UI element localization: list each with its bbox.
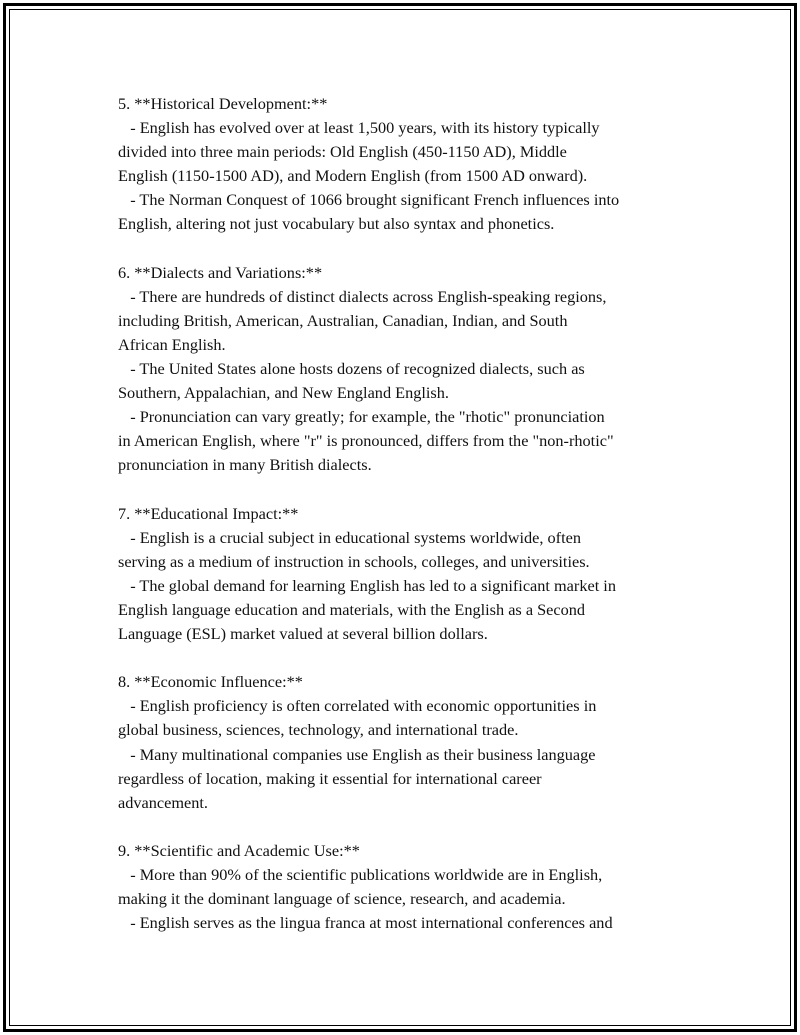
section-heading: 8. **Economic Influence:** — [118, 672, 303, 692]
text-line: - English proficiency is often correlated with economic opportunities in — [118, 696, 597, 716]
document-body — [118, 92, 698, 935]
paragraph-gap — [118, 646, 698, 670]
text-line: Language (ESL) market valued at several billion dollars. — [118, 624, 488, 644]
text-line: Southern, Appalachian, and New England English. — [118, 383, 449, 403]
text-line: - The United States alone hosts dozens of recognized dialects, such as — [118, 359, 585, 379]
text-line: including British, American, Australian, Canadian, Indian, and South — [118, 310, 568, 330]
text-line: English, altering not just vocabulary but also syntax and phonetics. — [118, 214, 555, 234]
section-scientific-and-academic-use — [118, 839, 698, 935]
text-line: English (1150-1500 AD), and Modern English (from 1500 AD onward). — [118, 166, 588, 186]
section-historical-development — [118, 92, 698, 237]
paragraph-gap — [118, 237, 698, 261]
text-line: - There are hundreds of distinct dialects across English-speaking regions, — [118, 286, 607, 306]
section-heading: 7. **Educational Impact:** — [118, 503, 299, 523]
section-dialects-and-variations — [118, 261, 698, 478]
text-line: African English. — [118, 334, 226, 354]
section-economic-influence — [118, 670, 698, 815]
text-line: - More than 90% of the scientific publications worldwide are in English, — [118, 865, 603, 884]
text-line: divided into three main periods: Old English (450-1150 AD), Middle — [118, 142, 567, 162]
text-line: - Pronunciation can vary greatly; for example, the "rhotic" pronunciation — [118, 407, 605, 427]
text-line: - The global demand for learning English has led to a significant market in — [118, 575, 616, 595]
section-heading: 5. **Historical Development:** — [118, 94, 328, 113]
text-line: pronunciation in many British dialects. — [118, 455, 372, 475]
text-line: - English is a crucial subject in educational systems worldwide, often — [118, 527, 581, 547]
paragraph-gap — [118, 815, 698, 839]
section-heading: 6. **Dialects and Variations:** — [118, 262, 323, 282]
text-line: - The Norman Conquest of 1066 brought significant French influences into — [118, 190, 620, 210]
text-line: in American English, where "r" is pronounced, differs from the "non-rhotic" — [118, 431, 614, 451]
text-line: serving as a medium of instruction in schools, colleges, and universities. — [118, 551, 590, 571]
section-educational-impact — [118, 502, 698, 647]
text-line: regardless of location, making it essential for international career — [118, 768, 542, 788]
section-heading: 9. **Scientific and Academic Use:** — [118, 840, 360, 860]
paragraph-gap — [118, 478, 698, 502]
text-line: - English has evolved over at least 1,500 years, with its history typically — [118, 118, 600, 138]
text-line: global business, sciences, technology, and international trade. — [118, 720, 519, 740]
text-line: making it the dominant language of science, research, and academia. — [118, 889, 566, 909]
text-line: - English serves as the lingua franca at most international conferences and — [118, 913, 613, 933]
text-line: advancement. — [118, 792, 208, 812]
text-line: - Many multinational companies use English as their business language — [118, 744, 596, 764]
text-line: English language education and materials, with the English as a Second — [118, 599, 586, 619]
